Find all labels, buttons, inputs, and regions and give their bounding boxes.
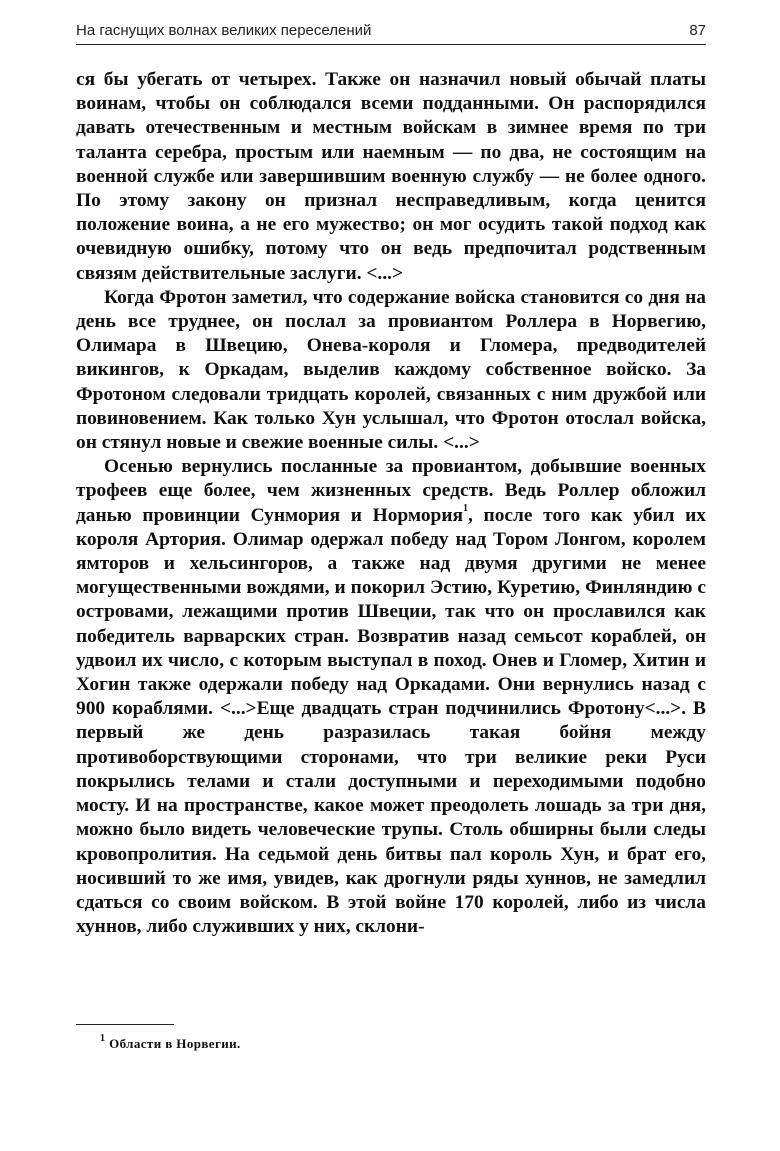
running-header (76, 22, 706, 45)
paragraph-3 (76, 455, 706, 939)
main-text (76, 68, 706, 939)
footnote-marker: 1 (100, 1032, 106, 1044)
paragraph-3-part-b: , после того как убил их короля Артория. Олимар одержал победу над Тором Лонгом, королем ямторов и хельсингоров, а также над двумя другими не менее могущественными вождями, и покорил Эстию, Куретию, Финляндию с островами, лежащими против Швеции, так что он прославился как победитель варварских стран. Возвратив назад семьсот кораблей, он удвоил их число, с которым выступал в поход. Онев и Гломер, Хитин и Хогин также одержали победу над Оркадами. Они вернулись назад с 900 кораблями. <...>Еще двадцать стран подчинились Фротону<...>. В первый же день разразилась такая бойня между противоборствующими сторонами, что три великие реки Руси покрылись телами и стали доступными и переходимыми подобно мосту. И на пространстве, какое может преодолеть лошадь за три дня, можно было видеть человеческие трупы. Столь обширны были следы кровопролития. На седьмой день битвы пал король Хун, и брат его, носивший то же имя, увидев, как дрогнули ряды хуннов, не замедлил сдаться со своим войском. В этой войне 170 королей, либо из числа хуннов, либо служивших у них, склони- (76, 504, 706, 938)
footnote-text: Области в Норвегии. (109, 1036, 241, 1051)
paragraph-1: ся бы убегать от четырех. Также он назначил новый обычай платы воинам, чтобы он соблюдался всеми подданными. Он распорядился давать отечественным и местным войскам в зимнее время по три таланта серебра, простым или наемным — по два, не состоящим на военной службе или завершившим военную службу — не более одного. По этому закону он признал несправедливым, когда ценится положение воина, а не его мужество; он мог осудить такой подход как очевидную ошибку, потому что он ведь предпочитал родственным связям действительные заслуги. <...> (76, 69, 706, 284)
footnote (100, 1032, 241, 1052)
paragraph-3-part-a: Осенью вернулись посланные за провиантом, добывшие военных трофеев еще более, чем жизненных средств. Ведь Роллер обложил данью провинции Сунмория и Нормория (76, 456, 706, 526)
footnote-divider (76, 1024, 174, 1025)
running-title: На гаснущих волнах великих переселений (76, 22, 372, 39)
paragraph-2: Когда Фротон заметил, что содержание войска становится со дня на день все труднее, он послал за провиантом Роллера в Норвегию, Олимара в Швецию, Онева-короля и Гломера, предводителей викингов, к Оркадам, выделив каждому собственное войско. За Фротоном следовали тридцать королей, связанных с ним дружбой или повиновением. Как только Хун услышал, что Фротон отослал войска, он стянул новые и свежие военные силы. <...> (76, 286, 706, 454)
page-number: 87 (689, 22, 706, 39)
footnote-reference[interactable]: 1 (463, 503, 468, 515)
